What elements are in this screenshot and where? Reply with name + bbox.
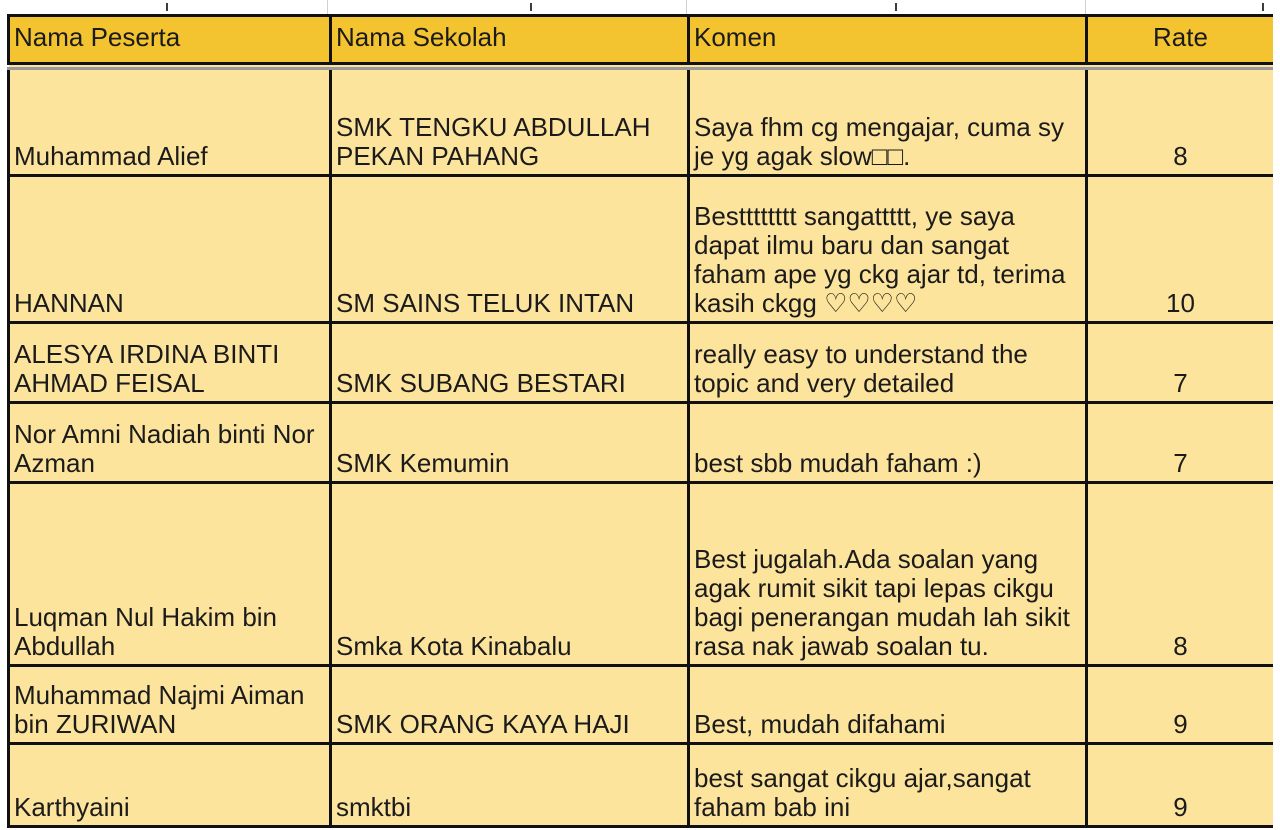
- cell-sekolah[interactable]: SMK TENGKU ABDULLAH PEKAN PAHANG: [331, 69, 689, 176]
- cell-komen[interactable]: best sangat cikgu ajar,sangat faham bab ini: [689, 744, 1087, 827]
- cell-nama[interactable]: Karthyaini: [9, 744, 331, 827]
- cell-fragment: [530, 3, 532, 11]
- table-row: [9, 69, 1275, 176]
- cell-sekolah[interactable]: SMK SUBANG BESTARI: [331, 323, 689, 403]
- cell-nama[interactable]: ALESYA IRDINA BINTI AHMAD FEISAL: [9, 323, 331, 403]
- cell-fragment: [1262, 3, 1264, 11]
- cell-sekolah[interactable]: SM SAINS TELUK INTAN: [331, 176, 689, 323]
- header-rate[interactable]: Rate: [1087, 16, 1275, 64]
- cell-nama[interactable]: HANNAN: [9, 176, 331, 323]
- header-row: [9, 16, 1275, 64]
- cell-komen[interactable]: Best, mudah difahami: [689, 666, 1087, 744]
- table-row: [9, 666, 1275, 744]
- cell-nama[interactable]: Luqman Nul Hakim bin Abdullah: [9, 483, 331, 666]
- cell-rate[interactable]: 7: [1087, 403, 1275, 483]
- previous-row-strip: [0, 0, 1280, 15]
- cell-komen[interactable]: best sbb mudah faham :): [689, 403, 1087, 483]
- cell-nama[interactable]: Nor Amni Nadiah binti Nor Azman: [9, 403, 331, 483]
- cell-fragment: [166, 3, 168, 11]
- cell-komen[interactable]: really easy to understand the topic and very detailed: [689, 323, 1087, 403]
- cell-rate[interactable]: 9: [1087, 744, 1275, 827]
- sheet-margin-right: [1273, 14, 1280, 830]
- cell-rate[interactable]: 8: [1087, 483, 1275, 666]
- cell-sekolah[interactable]: SMK ORANG KAYA HAJI: [331, 666, 689, 744]
- feedback-table: [7, 14, 1276, 828]
- table-row: [9, 176, 1275, 323]
- table-row: [9, 744, 1275, 827]
- table-row: [9, 483, 1275, 666]
- cell-komen[interactable]: Bestttttttt sangattttt, ye saya dapat ilmu baru dan sangat faham ape yg ckg ajar td, terima kasih ckgg ♡♡♡♡: [689, 176, 1087, 323]
- table-row: [9, 403, 1275, 483]
- cell-komen[interactable]: Best jugalah.Ada soalan yang agak rumit sikit tapi lepas cikgu bagi penerangan mudah lah sikit rasa nak jawab soalan tu.: [689, 483, 1087, 666]
- cell-nama[interactable]: Muhammad Najmi Aiman bin ZURIWAN: [9, 666, 331, 744]
- column-divider: [686, 0, 687, 14]
- cell-sekolah[interactable]: smktbi: [331, 744, 689, 827]
- cell-fragment: [895, 3, 897, 11]
- header-komen[interactable]: Komen: [689, 16, 1087, 64]
- cell-nama[interactable]: Muhammad Alief: [9, 69, 331, 176]
- column-divider: [327, 0, 328, 14]
- header-nama-sekolah[interactable]: Nama Sekolah: [331, 16, 689, 64]
- cell-rate[interactable]: 8: [1087, 69, 1275, 176]
- header-nama-peserta[interactable]: Nama Peserta: [9, 16, 331, 64]
- cell-sekolah[interactable]: SMK Kemumin: [331, 403, 689, 483]
- sheet-margin-left: [0, 14, 7, 830]
- cell-rate[interactable]: 10: [1087, 176, 1275, 323]
- cell-komen[interactable]: Saya fhm cg mengajar, cuma sy je yg agak slow□□.: [689, 69, 1087, 176]
- cell-sekolah[interactable]: Smka Kota Kinabalu: [331, 483, 689, 666]
- cell-rate[interactable]: 7: [1087, 323, 1275, 403]
- table-row: [9, 323, 1275, 403]
- column-divider: [1085, 0, 1086, 14]
- cell-rate[interactable]: 9: [1087, 666, 1275, 744]
